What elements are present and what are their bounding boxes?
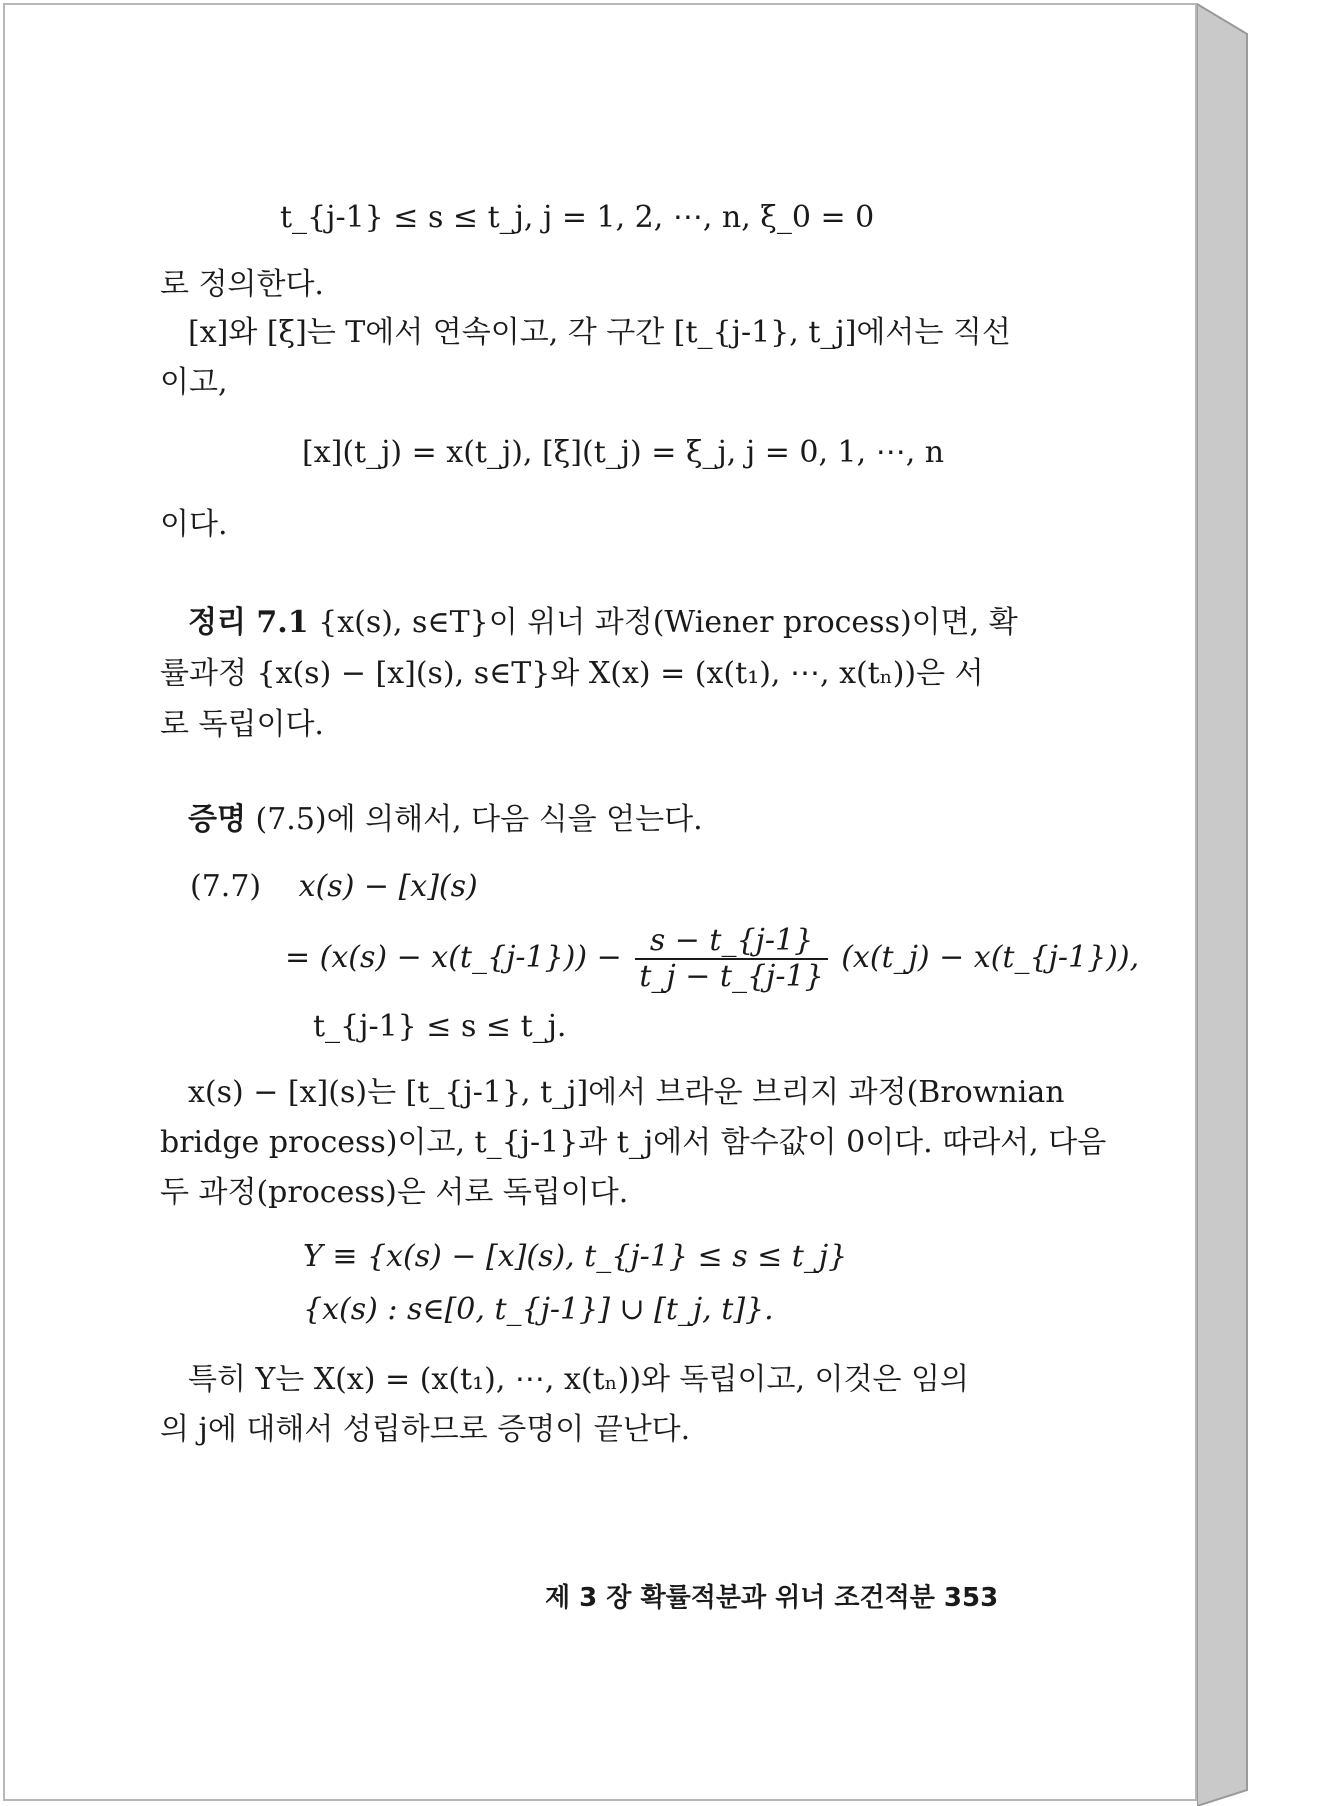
line-ida: 이다. — [160, 507, 228, 542]
equation-line-1 — [190, 867, 1065, 907]
fraction-denominator: t_j − t_{j-1} — [639, 959, 824, 994]
fraction-numerator: s − t_{j-1} — [635, 924, 827, 960]
set-line-2: {x(s) : s∈[0, t_{j-1}] ∪ [t_j, t]}. — [303, 1292, 774, 1327]
para-conclusion-2: 의 j에 대해서 성립하므로 증명이 끝난다. — [160, 1412, 691, 1447]
theorem-line-2: 률과정 {x(s) − [x](s), s∈T}와 X(x) = (x(t₁), ⋯, x(tₙ))은 서 — [160, 656, 984, 691]
proof-label: 증명 — [188, 802, 246, 837]
page-footer: 제 3 장 확률적분과 위너 조건적분 353 — [545, 1583, 999, 1613]
para-bridge-2: bridge process)이고, t_{j-1}과 t_j에서 함수값이 0이다. 따라서, 다음 — [160, 1125, 1107, 1160]
line-values: [x](t_j) = x(t_j), [ξ](t_j) = ξ_j, j = 0, 1, ⋯, n — [302, 435, 945, 470]
line-continuity-cont: 이고, — [160, 365, 228, 400]
book-spine — [1197, 0, 1253, 1806]
line-condition: t_{j-1} ≤ s ≤ t_j, j = 1, 2, ⋯, n, ξ_0 = 0 — [280, 200, 875, 235]
proof-line-1 — [188, 800, 1063, 840]
theorem-text-1: {x(s), s∈T}이 위너 과정(Wiener process)이면, 확 — [318, 605, 1018, 640]
theorem-line-3: 로 독립이다. — [160, 707, 324, 742]
para-bridge-1: x(s) − [x](s)는 [t_{j-1}, t_j]에서 브라운 브리지 과정(Brownian — [188, 1075, 1065, 1110]
equation-rhs-left: = (x(s) − x(t_{j-1})) − — [285, 940, 622, 975]
para-bridge-3: 두 과정(process)은 서로 독립이다. — [160, 1175, 629, 1210]
equation-rhs-right: (x(t_j) − x(t_{j-1})), — [841, 940, 1140, 975]
equation-fraction — [635, 924, 827, 994]
equation-line-2 — [285, 923, 1160, 994]
proof-text-1: (7.5)에 의해서, 다음 식을 얻는다. — [255, 802, 703, 837]
equation-line-3: t_{j-1} ≤ s ≤ t_j. — [313, 1009, 567, 1044]
theorem-line-1 — [188, 603, 1063, 643]
book-page — [3, 3, 1197, 1801]
line-definition-end: 로 정의한다. — [160, 267, 324, 302]
equation-label: (7.7) — [190, 869, 262, 904]
line-continuity: [x]와 [ξ]는 T에서 연속이고, 각 구간 [t_{j-1}, t_j]에서는 직선 — [188, 315, 1011, 350]
set-line-1: Y ≡ {x(s) − [x](s), t_{j-1} ≤ s ≤ t_j} — [303, 1239, 848, 1274]
para-conclusion-1: 특히 Y는 X(x) = (x(t₁), ⋯, x(tₙ))와 독립이고, 이것은 임의 — [188, 1362, 969, 1397]
theorem-label: 정리 7.1 — [188, 605, 309, 640]
equation-lhs: x(s) − [x](s) — [298, 869, 478, 904]
